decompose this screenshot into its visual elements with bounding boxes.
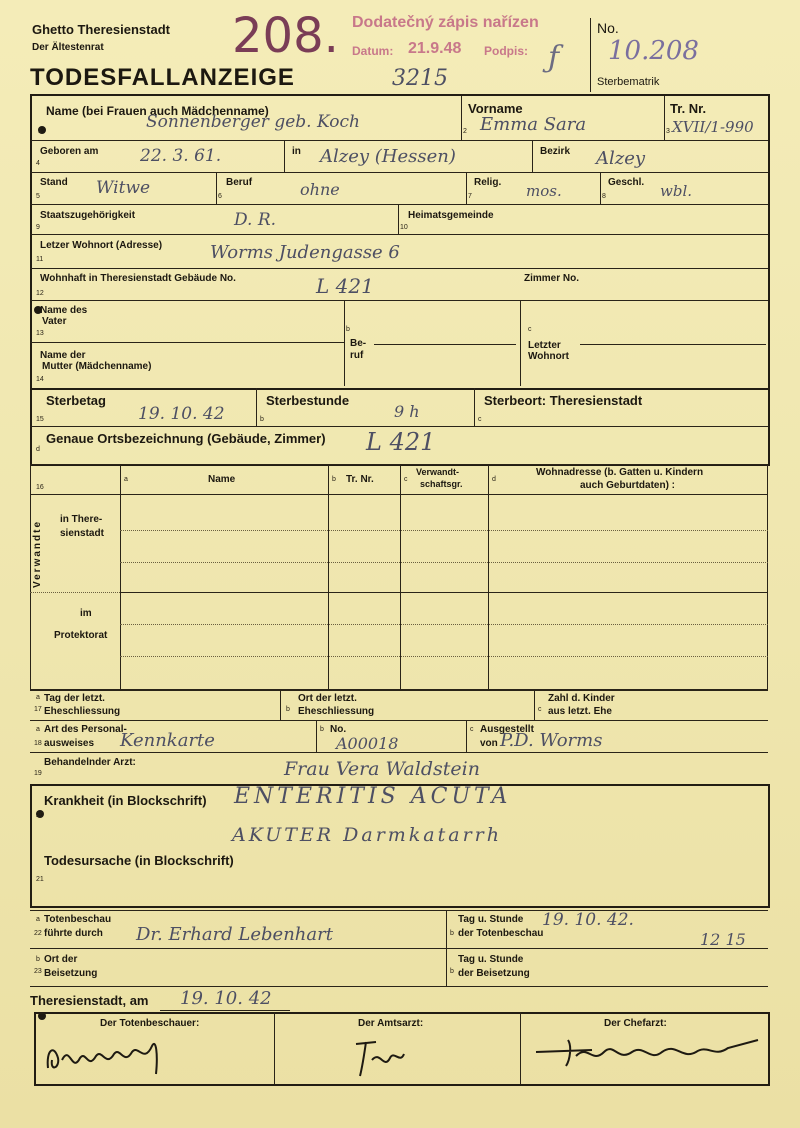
todesursache-label: Todesursache (in Blockschrift): [44, 853, 234, 868]
signature-amtsarzt: [350, 1030, 410, 1080]
col-wohn2: auch Geburtdaten) :: [580, 480, 676, 491]
handwritten-number: 208.: [232, 8, 339, 64]
geschl-label: Geschl.: [608, 177, 645, 188]
kinder-label2: aus letzt. Ehe: [548, 706, 612, 717]
totenbeschau-label2: führte durch: [44, 928, 103, 939]
sterbeort-label: Sterbeort: Theresienstadt: [484, 393, 643, 408]
tag-ehe-label1: Tag der letzt.: [44, 693, 105, 704]
in-there-label1: in There-: [60, 514, 103, 525]
relig-value: mos.: [526, 182, 562, 200]
place-date-value: 19. 10. 42: [180, 988, 272, 1009]
tag-beschau-label2: der Totenbeschau: [458, 928, 544, 939]
sterbetag-value: 19. 10. 42: [138, 404, 225, 424]
geboren-label: Geboren am: [40, 146, 99, 157]
bezirk-label: Bezirk: [540, 146, 571, 157]
tag-beschau-value: 19. 10. 42.: [542, 910, 634, 930]
col-wohn1: Wohnadresse (b. Gatten u. Kindern: [536, 467, 704, 478]
no-value: 10.208: [608, 36, 699, 66]
signature-chefarzt: [532, 1030, 762, 1070]
beisetzung-tag-label1: Tag u. Stunde: [458, 954, 524, 965]
in-value: Alzey (Hessen): [320, 146, 456, 167]
stunde-beschau-value: 12 15: [700, 930, 746, 949]
arzt-value: Frau Vera Waldstein: [284, 758, 480, 780]
beruf-label: Beruf: [226, 177, 253, 188]
stamp-podpis-label: Podpis:: [484, 44, 528, 58]
geboren-value: 22. 3. 61.: [140, 146, 222, 166]
ausweis-no-value: A00018: [336, 734, 399, 753]
totenbeschau-label1: Totenbeschau: [44, 914, 112, 925]
name-value: Sonnenberger geb. Koch: [146, 112, 360, 132]
sterbematrik-label: Sterbematrik: [597, 76, 660, 88]
relatives-vertical-label: Verwandte: [32, 519, 43, 588]
council-name: Der Ältestenrat: [32, 42, 104, 53]
stamp-line1: Dodatečný zápis nařízen: [352, 14, 539, 31]
krankheit-label: Krankheit (in Blockschrift): [44, 793, 207, 808]
ausweis-no-label: No.: [330, 724, 347, 735]
gebaeude-label: Wohnhaft in Theresienstadt Gebäude No.: [40, 273, 236, 284]
tag-ehe-label2: Eheschliessung: [44, 706, 121, 717]
mutter-label2: Mutter (Mädchenname): [42, 361, 152, 372]
col-verwandt1: Verwandt-: [416, 467, 460, 477]
ausgestellt-label2: von: [480, 738, 498, 749]
sterbestunde-label: Sterbestunde: [266, 393, 350, 408]
vorname-label: Vorname: [468, 101, 523, 116]
page-title: TODESFALLANZEIGE: [30, 64, 295, 91]
stamp-datum-value: 21.9.48: [408, 40, 462, 57]
protektorat-label: Protektorat: [54, 630, 108, 641]
kinder-label1: Zahl d. Kinder: [548, 693, 615, 704]
geschl-value: wbl.: [660, 182, 693, 200]
eltern-wohnort-label1: Letzter: [528, 340, 561, 351]
relig-label: Relig.: [474, 177, 502, 188]
ausweis-label2: ausweises: [44, 738, 95, 749]
col-verwandt2: schaftsgr.: [420, 479, 463, 489]
ortsbez-label: Genaue Ortsbezeichnung (Gebäude, Zimmer): [46, 431, 326, 446]
mutter-label1: Name der: [40, 350, 86, 361]
eltern-beruf-label2: ruf: [350, 350, 364, 361]
ortsbez-value: L 421: [366, 428, 436, 456]
handwritten-subnumber: 3215: [392, 66, 448, 91]
col-name: Name: [208, 474, 236, 485]
krankheit-value2: AKUTER Darmkatarrh: [232, 824, 503, 846]
sig-chefarzt-label: Der Chefarzt:: [604, 1018, 667, 1029]
no-label: No.: [597, 20, 619, 36]
beisetzung-ort-label2: Beisetzung: [44, 968, 98, 979]
in-label: in: [292, 146, 301, 157]
stamp-signature: ƒ: [548, 40, 560, 75]
death-notice-form: Ghetto Theresienstadt Der Ältestenrat TODESFALLANZEIGE 208. 3215 Dodatečný zápis nařízen Datum: 21.9.48 Podpis: ƒ No. 10.208 Sterbematrik Name (bei Frauen auch Mädchenname) Sonnenberger geb. Koch Vorname Emma Sara Tr. Nr. XVII/1-990 1 2 3 Geboren am 22. 3. 61. in Alzey (Hessen) Bezirk Alzey 4 Stand Witwe Beruf ohne Relig. mos. Geschl. wbl. 5 6 7 8 Staatszugehörigkeit D. R. Heimatsgemeinde 9 10 Letzer Wohnort (Adresse) Worms Judengasse 6 11 Wohnhaft in Theresienstadt Gebäude No. L 421 Zimmer No. 12 Name des Vater 13 Name der Mutter (Mädchenname) 14 b Be- ruf c Letzter Wohnort Sterbetag 19. 10. 42 Sterbestunde 9 h Sterbeort: Theresienstadt 15 b c Genaue Ortsbezeichnung (Gebäude, Zimmer) L 421 d 16 a Name b Tr. Nr. c Verwandt- schaftsgr. d Wohnadresse (b. Gatten u. Kindern auch Geburtdaten) : Verwandte in There- sienstadt im Protektorat a Tag der letzt. 17 Eheschliessung b Ort der letzt. Eheschliessung c Zahl d. Kinder aus letzt. Ehe a Art des Personal- 18 ausweises Kennkarte b No. A00018 c Ausgestellt von P.D. Worms Behandelnder Arzt: 19 Frau Vera Waldstein Krankheit (in Blockschrift) ENTERITIS ACUTA AKUTER Darmkatarrh 20 Todesursache (in Blockschrift) 21 a Totenbeschau 22 führte durch Dr. Erhard Lebenhart b Tag u. Stunde der Totenbeschau 19. 10. 42. 12 15 b Ort der 23 Beisetzung b Tag u. Stunde der Beisetzung Theresienstadt, am 19. 10. 42 Der Totenbeschauer: Der Amtsarzt: Der Chefarzt:: [0, 0, 800, 1128]
ausgestellt-value: P.D. Worms: [500, 730, 603, 751]
ort-ehe-label2: Eheschliessung: [298, 706, 375, 717]
header-divider: [590, 18, 591, 92]
krankheit-value1: ENTERITIS ACUTA: [234, 784, 512, 809]
totenbeschau-value: Dr. Erhard Lebenhart: [136, 924, 333, 945]
wohnort-label: Letzer Wohnort (Adresse): [40, 240, 163, 251]
tag-beschau-label1: Tag u. Stunde: [458, 914, 524, 925]
trnr-value: XVII/1-990: [672, 118, 754, 136]
in-there-label2: sienstadt: [60, 528, 104, 539]
zimmer-label: Zimmer No.: [524, 273, 580, 284]
col-trnr: Tr. Nr.: [346, 474, 374, 485]
sig-totenbeschauer-label: Der Totenbeschauer:: [100, 1018, 200, 1029]
name-label: Name (bei Frauen auch Mädchenname): [46, 104, 269, 118]
ausgestellt-label1: Ausgestellt: [480, 724, 534, 735]
staat-value: D. R.: [234, 210, 277, 230]
stamp-datum-label: Datum:: [352, 44, 394, 58]
trnr-label: Tr. Nr.: [670, 101, 707, 116]
im-label: im: [80, 608, 92, 619]
ausweis-label1: Art des Personal-: [44, 724, 127, 735]
beisetzung-tag-label2: der Beisetzung: [458, 968, 530, 979]
sterbetag-label: Sterbetag: [46, 393, 106, 408]
stand-value: Witwe: [96, 178, 151, 198]
signature-totenbeschauer: [40, 1024, 170, 1084]
vater-label1: Name des: [40, 305, 88, 316]
vater-label2: Vater: [42, 316, 67, 327]
place-date-label: Theresienstadt, am: [30, 993, 149, 1008]
eltern-beruf-label1: Be-: [350, 338, 367, 349]
bezirk-value: Alzey: [596, 148, 646, 169]
arzt-label: Behandelnder Arzt:: [44, 757, 136, 768]
ort-ehe-label1: Ort der letzt.: [298, 693, 357, 704]
beisetzung-ort-label1: Ort der: [44, 954, 78, 965]
gebaeude-value: L 421: [316, 274, 374, 298]
vorname-value: Emma Sara: [480, 114, 587, 135]
sterbestunde-value: 9 h: [394, 402, 420, 421]
beruf-value: ohne: [300, 180, 340, 199]
heimat-label: Heimatsgemeinde: [408, 210, 494, 221]
eltern-wohnort-label2: Wohnort: [528, 351, 569, 362]
staat-label: Staatszugehörigkeit: [40, 210, 136, 221]
ausweis-value: Kennkarte: [120, 730, 215, 751]
ghetto-name: Ghetto Theresienstadt: [32, 22, 170, 37]
sig-amtsarzt-label: Der Amtsarzt:: [358, 1018, 424, 1029]
stand-label: Stand: [40, 177, 68, 188]
wohnort-value: Worms Judengasse 6: [210, 242, 400, 263]
